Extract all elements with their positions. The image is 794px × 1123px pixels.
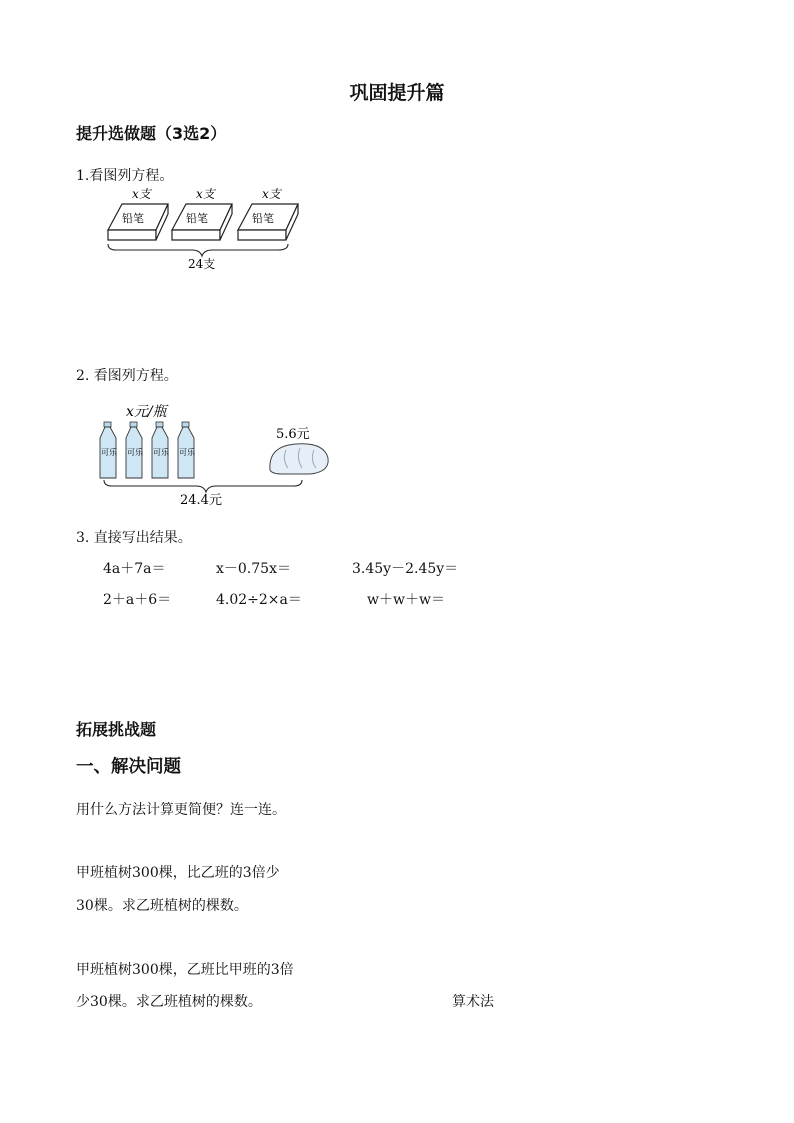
equation-4: 2＋a＋6＝ xyxy=(103,592,172,608)
box-1-item: 铅笔 xyxy=(122,212,144,225)
bottle-2 xyxy=(126,422,144,478)
question-3-text: 3. 直接写出结果。 xyxy=(76,530,192,546)
bottle-3-label: 可乐 xyxy=(153,448,169,457)
section-heading-challenge: 拓展挑战题 xyxy=(76,720,157,739)
problem-1-line-1: 甲班植树300棵，比乙班的3倍少 xyxy=(76,865,280,881)
problem-2-line-2: 少30棵。求乙班植树的棵数。 xyxy=(76,994,262,1010)
bottle-4 xyxy=(178,422,196,478)
box-1-label: x支 xyxy=(132,187,151,201)
pencil-box-1 xyxy=(108,187,168,240)
bread-icon xyxy=(270,444,328,474)
equation-3: 3.45y－2.45y＝ xyxy=(352,561,459,577)
bread-price-label: 5.6元 xyxy=(276,427,310,442)
section-heading-practice: 提升选做题（3选2） xyxy=(76,124,227,143)
question-2-text: 2. 看图列方程。 xyxy=(76,368,178,384)
bottles-bread-figure xyxy=(96,398,336,510)
pencil-boxes-figure xyxy=(100,182,300,272)
total-brace xyxy=(104,480,302,492)
question-1-text: 1.看图列方程。 xyxy=(76,168,174,184)
q1-total-label: 24支 xyxy=(188,257,216,271)
box-2-label: x支 xyxy=(196,187,215,201)
equation-6: w＋w＋w＝ xyxy=(367,592,445,608)
bottle-3 xyxy=(152,422,170,478)
equation-5: 4.02÷2×a＝ xyxy=(216,592,302,608)
bottle-4-label: 可乐 xyxy=(179,448,195,457)
total-brace xyxy=(108,244,288,256)
page-title: 巩固提升篇 xyxy=(349,82,445,104)
box-3-item: 铅笔 xyxy=(252,212,274,225)
bottle-1-label: 可乐 xyxy=(101,448,117,457)
method-label-arithmetic: 算术法 xyxy=(452,994,494,1010)
pencil-box-3 xyxy=(238,187,298,240)
equation-2: x－0.75x＝ xyxy=(216,561,291,577)
bottle-2-label: 可乐 xyxy=(127,448,143,457)
bottle-price-label: x元/瓶 xyxy=(126,404,167,420)
problem-2-line-1: 甲班植树300棵，乙班比甲班的3倍 xyxy=(76,962,294,978)
problem-1-line-2: 30棵。求乙班植树的棵数。 xyxy=(76,898,248,914)
box-3-label: x支 xyxy=(262,187,281,201)
bottle-1 xyxy=(100,422,118,478)
equation-1: 4a＋7a＝ xyxy=(103,561,166,577)
q2-total-label: 24.4元 xyxy=(180,493,222,508)
pencil-box-2 xyxy=(172,187,232,240)
subheading-problem-solving: 一、解决问题 xyxy=(76,757,181,777)
intro-text: 用什么方法计算更简便？连一连。 xyxy=(76,802,286,818)
box-2-item: 铅笔 xyxy=(186,212,208,225)
